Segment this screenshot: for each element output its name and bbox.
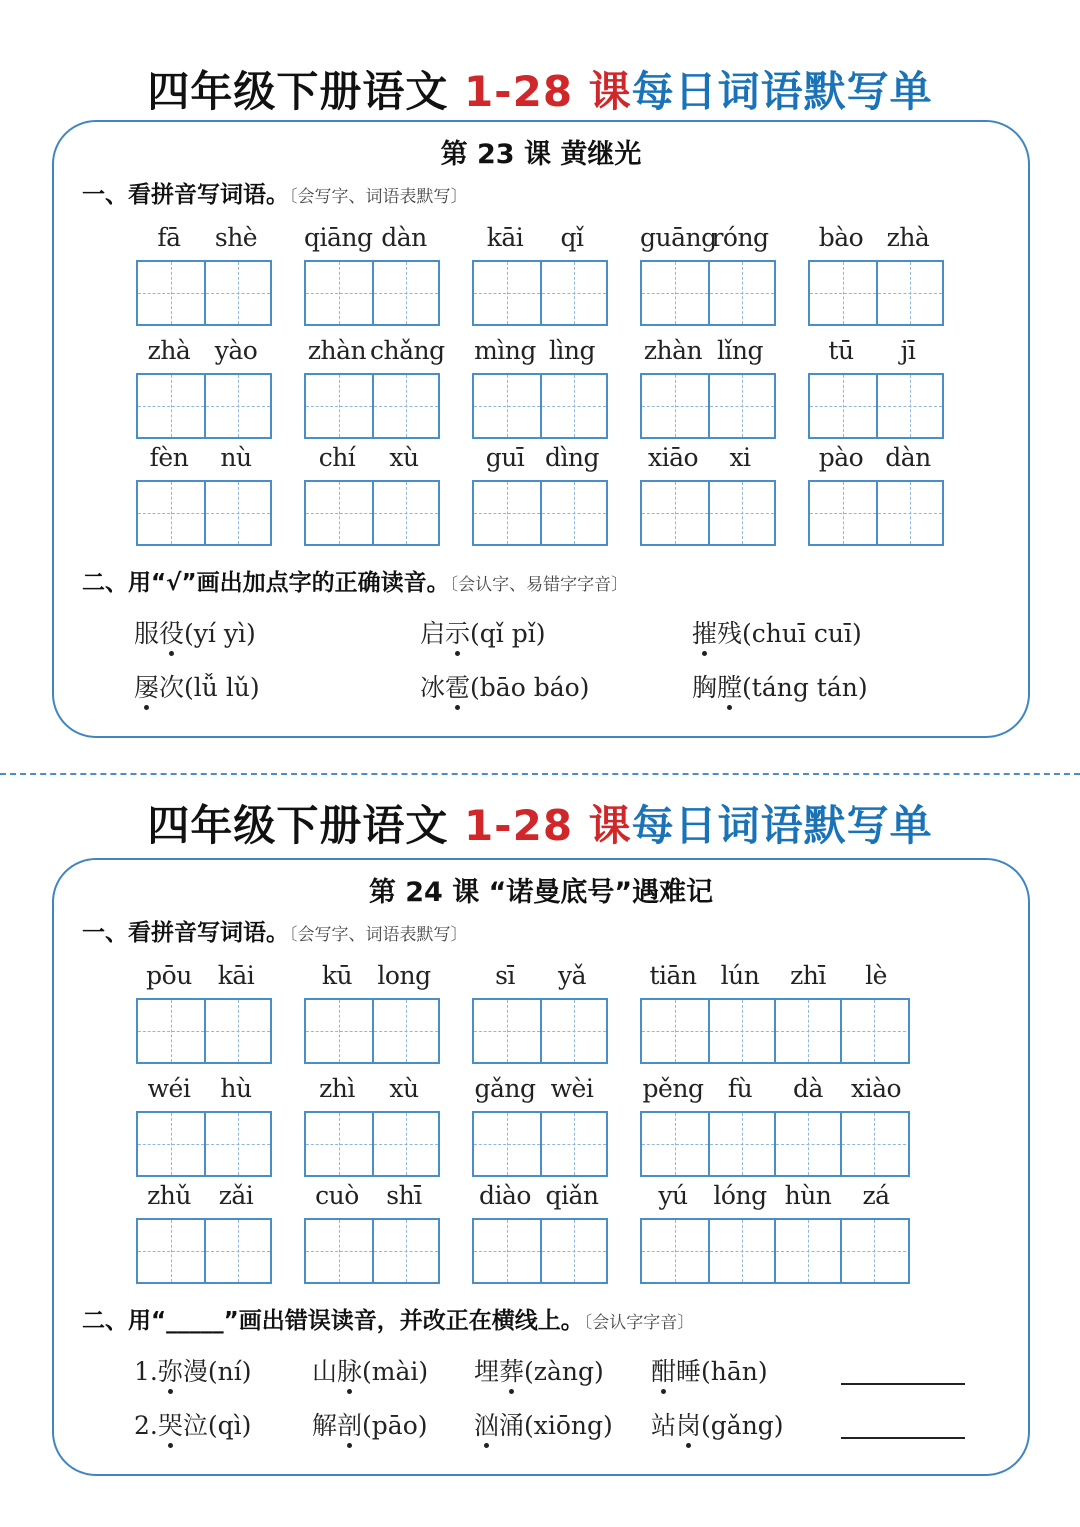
- word-item: [472, 1073, 608, 1177]
- reading-item: 2.哭泣(qì): [134, 1411, 252, 1440]
- pinyin-syllable: lóng: [713, 1181, 767, 1210]
- writing-boxes: [640, 998, 910, 1064]
- writing-cell[interactable]: [372, 375, 438, 437]
- pinyin-syllable: nù: [220, 443, 252, 472]
- pinyin-row: [304, 1073, 440, 1105]
- writing-cell[interactable]: [372, 482, 438, 544]
- dotted-character: 剖: [337, 1411, 363, 1440]
- pinyin-syllable: lún: [720, 961, 760, 990]
- reading-item: 屡次(lǚ lǔ): [134, 673, 260, 702]
- pinyin-syllable: yǎ: [557, 961, 587, 990]
- reading-item: 山脉(mài): [312, 1357, 429, 1386]
- word-item: [304, 222, 440, 326]
- pinyin-syllable: pōu: [146, 961, 192, 990]
- pinyin-row: [472, 1180, 608, 1212]
- pinyin-syllable: zhǔ: [147, 1181, 191, 1210]
- writing-cell[interactable]: [138, 1113, 204, 1175]
- pinyin-syllable: long: [377, 961, 431, 990]
- pinyin-syllable: lè: [865, 961, 887, 990]
- writing-cell[interactable]: [810, 375, 876, 437]
- reading-item: 启示(qǐ pǐ): [420, 619, 546, 648]
- dotted-character: 脉: [337, 1357, 363, 1386]
- writing-boxes: [304, 373, 440, 439]
- pinyin-syllable: xù: [389, 443, 419, 472]
- writing-boxes: [304, 1111, 440, 1177]
- word-grid: [54, 960, 1028, 1290]
- pinyin-syllable: dàn: [381, 223, 427, 252]
- reading-item: 冰雹(bāo báo): [420, 673, 590, 702]
- pinyin-row: [304, 222, 440, 254]
- pinyin-row: [304, 442, 440, 474]
- writing-cell[interactable]: [540, 1000, 606, 1062]
- pinyin-syllable: dìng: [544, 443, 600, 472]
- page-title: 四年级下册语文 1-28 课每日词语默写单: [147, 67, 933, 116]
- writing-boxes: [640, 373, 776, 439]
- writing-cell[interactable]: [642, 1000, 708, 1062]
- writing-cell[interactable]: [540, 1113, 606, 1175]
- writing-boxes: [136, 998, 272, 1064]
- pinyin-syllable: guī: [485, 443, 525, 472]
- word-item: [472, 335, 608, 439]
- writing-cell[interactable]: [138, 1220, 204, 1282]
- word-item: [136, 335, 272, 439]
- worksheet-panel: [52, 120, 1030, 738]
- pinyin-syllable: shī: [386, 1181, 422, 1210]
- writing-boxes: [472, 373, 608, 439]
- answer-line[interactable]: [841, 1437, 965, 1439]
- pinyin-syllable: xi: [729, 443, 751, 472]
- writing-cell[interactable]: [876, 482, 942, 544]
- writing-cell[interactable]: [138, 262, 204, 324]
- writing-cell[interactable]: [708, 1000, 774, 1062]
- pinyin-row: [640, 222, 776, 254]
- pinyin-syllable: zhàn: [307, 336, 367, 365]
- pinyin-syllable: hùn: [784, 1181, 832, 1210]
- section-heading: 一、看拼音写词语。〔会写字、词语表默写〕: [82, 920, 468, 946]
- pinyin-syllable: mìng: [474, 336, 536, 365]
- writing-cell[interactable]: [474, 1113, 540, 1175]
- writing-cell[interactable]: [642, 1220, 708, 1282]
- writing-cell[interactable]: [810, 262, 876, 324]
- pinyin-syllable: gǎng: [474, 1074, 536, 1103]
- worksheet-panel: [52, 858, 1030, 1476]
- writing-boxes: [304, 1218, 440, 1284]
- pinyin-row: [472, 960, 608, 992]
- writing-cell[interactable]: [540, 375, 606, 437]
- dotted-character: 葬: [499, 1357, 525, 1386]
- writing-boxes: [808, 373, 944, 439]
- writing-cell[interactable]: [642, 375, 708, 437]
- writing-boxes: [808, 480, 944, 546]
- writing-cell[interactable]: [306, 375, 372, 437]
- word-item: [808, 442, 944, 546]
- writing-boxes: [136, 480, 272, 546]
- pinyin-row: [472, 442, 608, 474]
- word-item: [640, 960, 910, 1064]
- writing-cell[interactable]: [876, 262, 942, 324]
- pinyin-row: [136, 442, 272, 474]
- writing-cell[interactable]: [474, 1220, 540, 1282]
- writing-boxes: [472, 1111, 608, 1177]
- lesson-title: 第 24 课 “诺曼底号”遇难记: [368, 877, 714, 908]
- pinyin-syllable: zá: [862, 1181, 890, 1210]
- word-item: [304, 1180, 440, 1284]
- writing-cell[interactable]: [840, 1000, 906, 1062]
- pinyin-syllable: xù: [389, 1074, 419, 1103]
- word-item: [808, 335, 944, 439]
- pinyin-syllable: fā: [157, 223, 181, 252]
- pinyin-row: [640, 960, 910, 992]
- writing-boxes: [472, 1218, 608, 1284]
- writing-cell[interactable]: [138, 1000, 204, 1062]
- pinyin-row: [304, 960, 440, 992]
- pinyin-syllable: zhī: [790, 961, 826, 990]
- pinyin-syllable: zǎi: [218, 1181, 254, 1210]
- pinyin-row: [472, 335, 608, 367]
- reading-item: 摧残(chuī cuī): [692, 619, 862, 648]
- reading-item: 汹涌(xiōng): [474, 1411, 613, 1440]
- pinyin-row: [136, 1180, 272, 1212]
- dotted-character: 弥: [157, 1357, 183, 1386]
- writing-boxes: [136, 1111, 272, 1177]
- pinyin-row: [808, 335, 944, 367]
- writing-cell[interactable]: [774, 1113, 840, 1175]
- pinyin-syllable: guāng: [640, 223, 717, 252]
- writing-cell[interactable]: [474, 482, 540, 544]
- writing-boxes: [304, 480, 440, 546]
- pinyin-syllable: tiān: [649, 961, 697, 990]
- word-item: [472, 1180, 608, 1284]
- pinyin-row: [136, 960, 272, 992]
- pinyin-syllable: zhàn: [643, 336, 703, 365]
- word-item: [136, 442, 272, 546]
- writing-cell[interactable]: [474, 1000, 540, 1062]
- writing-cell[interactable]: [306, 482, 372, 544]
- writing-boxes: [136, 373, 272, 439]
- lesson-title: 第 23 课 黄继光: [440, 139, 642, 170]
- writing-cell[interactable]: [372, 1220, 438, 1282]
- writing-cell[interactable]: [840, 1220, 906, 1282]
- reading-item: 站岗(gǎng): [651, 1411, 784, 1440]
- writing-boxes: [640, 260, 776, 326]
- writing-cell[interactable]: [540, 482, 606, 544]
- dotted-character: 雹: [445, 673, 471, 702]
- pinyin-syllable: yú: [658, 1181, 688, 1210]
- section-heading: 二、用“√”画出加点字的正确读音。〔会认字、易错字字音〕: [82, 570, 629, 596]
- writing-cell[interactable]: [708, 375, 774, 437]
- word-grid: [54, 222, 1028, 552]
- pinyin-row: [640, 1180, 910, 1212]
- writing-cell[interactable]: [708, 1113, 774, 1175]
- pinyin-syllable: dà: [793, 1074, 823, 1103]
- writing-cell[interactable]: [708, 1220, 774, 1282]
- word-item: [136, 1073, 272, 1177]
- writing-boxes: [304, 260, 440, 326]
- word-item: [136, 960, 272, 1064]
- word-item: [640, 335, 776, 439]
- pinyin-syllable: zhà: [886, 223, 930, 252]
- writing-boxes: [640, 1218, 910, 1284]
- pinyin-syllable: róng: [711, 223, 769, 252]
- pinyin-row: [640, 1073, 910, 1105]
- pinyin-row: [640, 335, 776, 367]
- writing-cell[interactable]: [204, 482, 270, 544]
- dotted-character: 屡: [134, 673, 160, 702]
- pinyin-syllable: xiào: [850, 1074, 902, 1103]
- reading-item: 酣睡(hān): [651, 1357, 768, 1386]
- writing-boxes: [640, 480, 776, 546]
- pinyin-syllable: zhà: [147, 336, 191, 365]
- writing-cell[interactable]: [810, 482, 876, 544]
- pinyin-syllable: tū: [828, 336, 854, 365]
- word-item: [808, 222, 944, 326]
- word-item: [304, 960, 440, 1064]
- pinyin-syllable: qiāng: [304, 223, 373, 252]
- word-item: [136, 222, 272, 326]
- answer-line[interactable]: [841, 1383, 965, 1385]
- dotted-character: 哭: [157, 1411, 183, 1440]
- writing-cell[interactable]: [474, 375, 540, 437]
- writing-cell[interactable]: [306, 262, 372, 324]
- pinyin-syllable: pěng: [642, 1074, 704, 1103]
- writing-cell[interactable]: [372, 1000, 438, 1062]
- dotted-character: 酣: [651, 1357, 677, 1386]
- writing-cell[interactable]: [642, 482, 708, 544]
- pinyin-syllable: shè: [214, 223, 258, 252]
- pinyin-row: [304, 1180, 440, 1212]
- writing-cell[interactable]: [306, 1220, 372, 1282]
- word-item: [472, 442, 608, 546]
- writing-cell[interactable]: [204, 1220, 270, 1282]
- pinyin-syllable: cuò: [315, 1181, 359, 1210]
- dotted-character: 汹: [474, 1411, 500, 1440]
- writing-cell[interactable]: [540, 1220, 606, 1282]
- pinyin-syllable: diào: [479, 1181, 531, 1210]
- pinyin-syllable: chǎng: [370, 336, 445, 365]
- writing-cell[interactable]: [138, 375, 204, 437]
- pinyin-syllable: fèn: [149, 443, 189, 472]
- writing-cell[interactable]: [204, 1000, 270, 1062]
- pinyin-row: [808, 222, 944, 254]
- reading-item: 1.弥漫(ní): [134, 1357, 252, 1386]
- writing-cell[interactable]: [138, 482, 204, 544]
- word-item: [640, 222, 776, 326]
- word-item: [472, 222, 608, 326]
- reading-item: 解剖(pāo): [312, 1411, 428, 1440]
- section-heading: 一、看拼音写词语。〔会写字、词语表默写〕: [82, 182, 468, 208]
- pinyin-syllable: chí: [318, 443, 356, 472]
- pinyin-syllable: hù: [220, 1074, 252, 1103]
- pinyin-row: [136, 1073, 272, 1105]
- dotted-character: 役: [159, 619, 185, 648]
- pinyin-row: [640, 442, 776, 474]
- writing-cell[interactable]: [840, 1113, 906, 1175]
- pinyin-syllable: xiāo: [647, 443, 699, 472]
- word-item: [304, 442, 440, 546]
- word-item: [304, 335, 445, 439]
- word-item: [472, 960, 608, 1064]
- writing-boxes: [808, 260, 944, 326]
- writing-cell[interactable]: [642, 262, 708, 324]
- dotted-character: 膛: [717, 673, 743, 702]
- writing-boxes: [136, 260, 272, 326]
- writing-cell[interactable]: [774, 1220, 840, 1282]
- writing-boxes: [304, 998, 440, 1064]
- reading-item: 服役(yí yì): [134, 619, 256, 648]
- word-item: [640, 1073, 910, 1177]
- pinyin-syllable: jī: [900, 336, 916, 365]
- pinyin-syllable: kū: [321, 961, 353, 990]
- pinyin-syllable: lǐng: [716, 336, 764, 365]
- pinyin-row: [808, 442, 944, 474]
- writing-cell[interactable]: [474, 262, 540, 324]
- dotted-character: 示: [445, 619, 471, 648]
- writing-cell[interactable]: [708, 262, 774, 324]
- pinyin-row: [472, 222, 608, 254]
- pinyin-syllable: pào: [818, 443, 864, 472]
- dotted-character: 岗: [676, 1411, 702, 1440]
- pinyin-syllable: fù: [727, 1074, 753, 1103]
- pinyin-row: [136, 222, 272, 254]
- writing-cell[interactable]: [372, 1113, 438, 1175]
- pinyin-syllable: lìng: [548, 336, 596, 365]
- pinyin-syllable: dàn: [885, 443, 931, 472]
- pinyin-row: [304, 335, 445, 367]
- pinyin-row: [472, 1073, 608, 1105]
- writing-boxes: [640, 1111, 910, 1177]
- pinyin-syllable: kāi: [486, 223, 524, 252]
- pinyin-syllable: kāi: [217, 961, 255, 990]
- pinyin-syllable: yào: [214, 336, 258, 365]
- cut-line: [0, 773, 1080, 775]
- word-item: [640, 1180, 910, 1284]
- pinyin-syllable: qǐ: [560, 223, 584, 252]
- pinyin-row: [136, 335, 272, 367]
- pinyin-syllable: wéi: [147, 1074, 191, 1103]
- writing-cell[interactable]: [204, 1113, 270, 1175]
- writing-cell[interactable]: [876, 375, 942, 437]
- dotted-character: 摧: [692, 619, 718, 648]
- pinyin-syllable: sī: [495, 961, 515, 990]
- pinyin-syllable: qiǎn: [545, 1181, 599, 1210]
- writing-boxes: [472, 260, 608, 326]
- section-heading: 二、用“_____”画出错误读音，并改正在横线上。〔会认字字音〕: [82, 1308, 695, 1334]
- word-item: [136, 1180, 272, 1284]
- reading-item: 埋葬(zàng): [474, 1357, 604, 1386]
- writing-boxes: [472, 998, 608, 1064]
- writing-cell[interactable]: [204, 262, 270, 324]
- reading-item: 胸膛(táng tán): [692, 673, 868, 702]
- writing-cell[interactable]: [306, 1113, 372, 1175]
- writing-cell[interactable]: [204, 375, 270, 437]
- writing-cell[interactable]: [708, 482, 774, 544]
- writing-cell[interactable]: [774, 1000, 840, 1062]
- writing-cell[interactable]: [306, 1000, 372, 1062]
- pinyin-syllable: wèi: [550, 1074, 594, 1103]
- writing-boxes: [472, 480, 608, 546]
- writing-cell[interactable]: [372, 262, 438, 324]
- word-item: [640, 442, 776, 546]
- page-title: 四年级下册语文 1-28 课每日词语默写单: [147, 801, 933, 850]
- pinyin-syllable: bào: [818, 223, 864, 252]
- writing-boxes: [136, 1218, 272, 1284]
- pinyin-syllable: zhì: [319, 1074, 355, 1103]
- writing-cell[interactable]: [642, 1113, 708, 1175]
- writing-cell[interactable]: [540, 262, 606, 324]
- word-item: [304, 1073, 440, 1177]
